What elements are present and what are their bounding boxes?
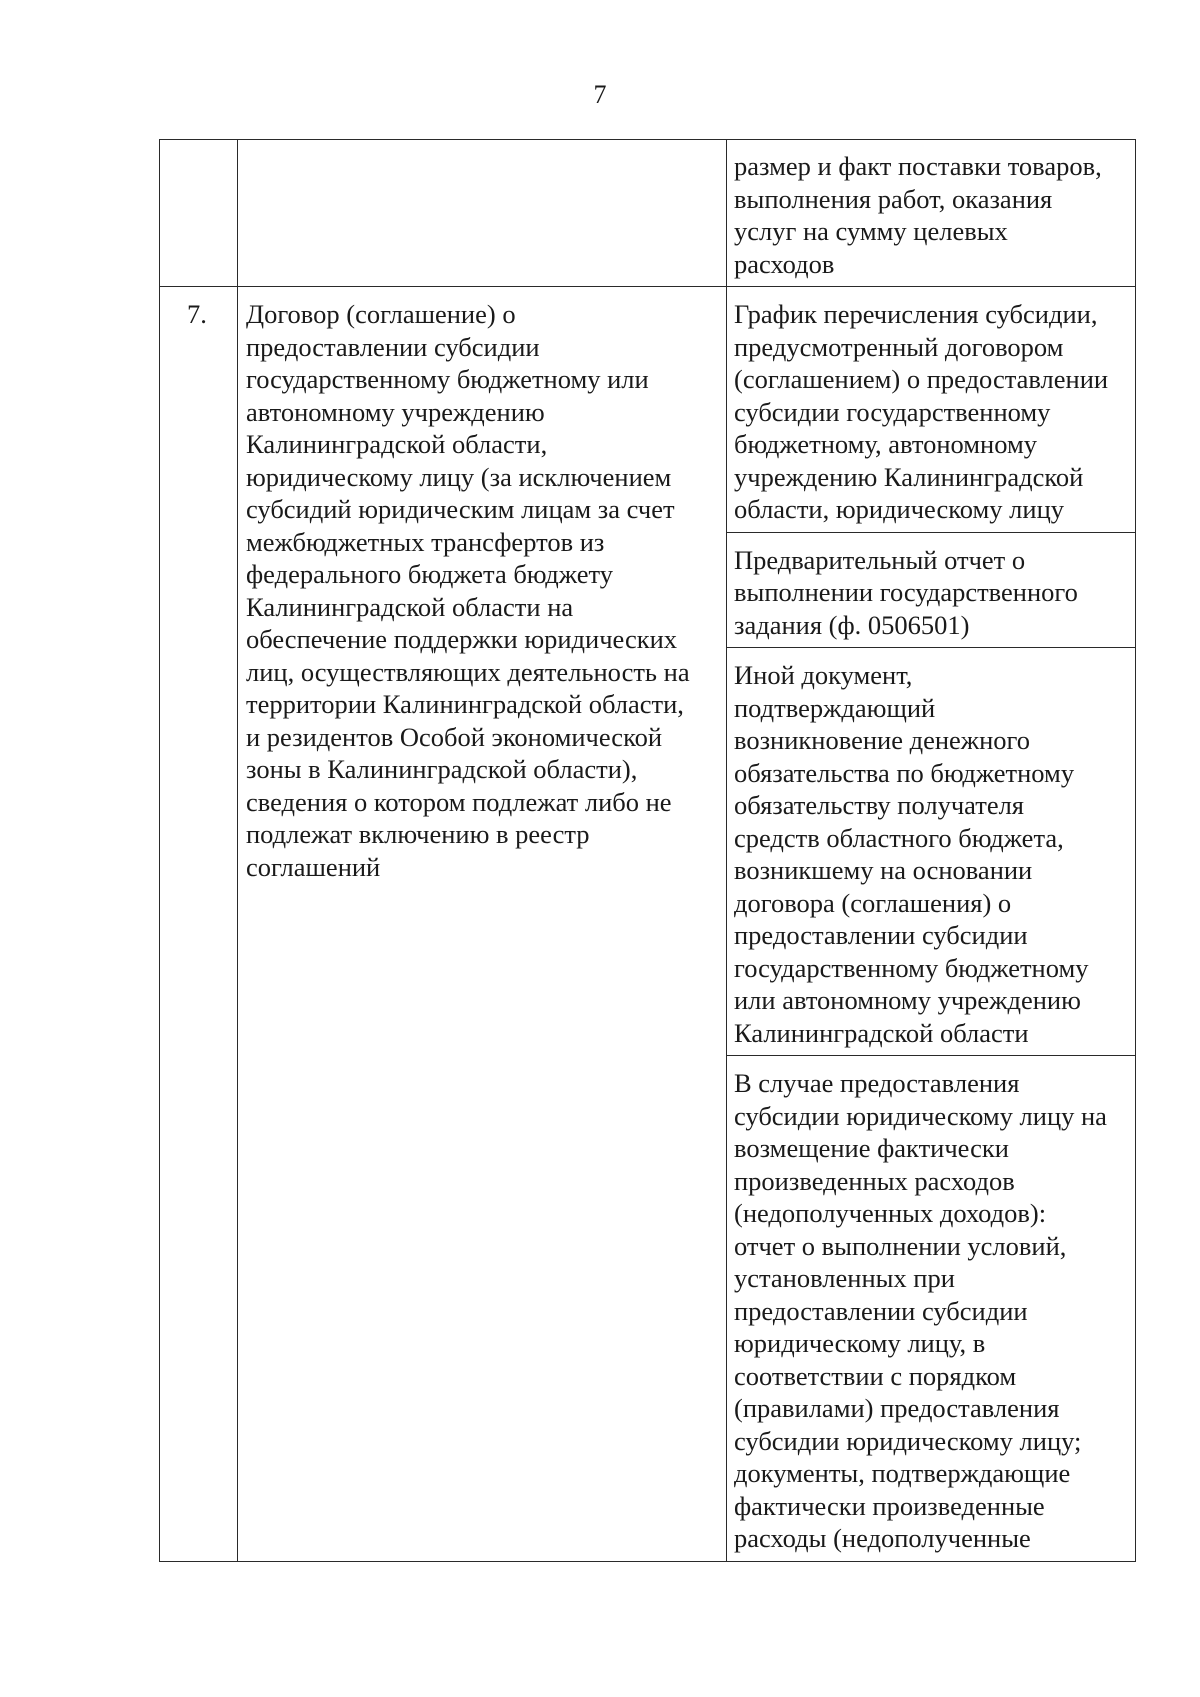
cell-number-empty xyxy=(160,140,238,287)
cell-requirement-compensation-case: В случае предоставления субсидии юридическому лицу на возмещение фактически произведенных расходов (недополученных доходов): отчет о выполнении условий, установленных при предоставлении субсидии юридическому лицу, в соответствии с порядком (правилами) предоставления субсидии юридическому лицу; документы, подтверждающие фактически произведенные расходы (недополученные xyxy=(727,1056,1136,1562)
cell-requirement-preliminary-report: Предварительный отчет о выполнении государственного задания (ф. 0506501) xyxy=(727,532,1136,648)
cell-requirement-continuation: размер и факт поставки товаров, выполнения работ, оказания услуг на сумму целевых расходов xyxy=(727,140,1136,287)
cell-document-name: Договор (соглашение) о предоставлении субсидии государственному бюджетному или автономному учреждению Калининградской области, юридическому лицу (за исключением субсидий юридическим лицам за счет межбюджетных трансфертов из федерального бюджета бюджету Калининградской области на обеспечение поддержки юридических лиц, осуществляющих деятельность на территории Калининградской области, и резидентов Особой экономической зоны в Калининградской области), сведения о котором подлежат либо не подлежат включению в реестр соглашений xyxy=(238,287,727,1562)
cell-row-number: 7. xyxy=(160,287,238,1562)
document-table xyxy=(159,139,1136,1562)
page-number: 7 xyxy=(593,80,607,109)
cell-requirement-other-document: Иной документ, подтверждающий возникновение денежного обязательства по бюджетному обязательству получателя средств областного бюджета, возникшему на основании договора (соглашения) о предоставлении субсидии государственному бюджетному или автономному учреждению Калининградской области xyxy=(727,648,1136,1056)
table-row-7 xyxy=(160,287,1136,533)
table-row-continuation xyxy=(160,140,1136,287)
cell-requirement-schedule: График перечисления субсидии, предусмотренный договором (соглашением) о предоставлении субсидии государственному бюджетному, автономному учреждению Калининградской области, юридическому лицу xyxy=(727,287,1136,533)
cell-document-empty xyxy=(238,140,727,287)
